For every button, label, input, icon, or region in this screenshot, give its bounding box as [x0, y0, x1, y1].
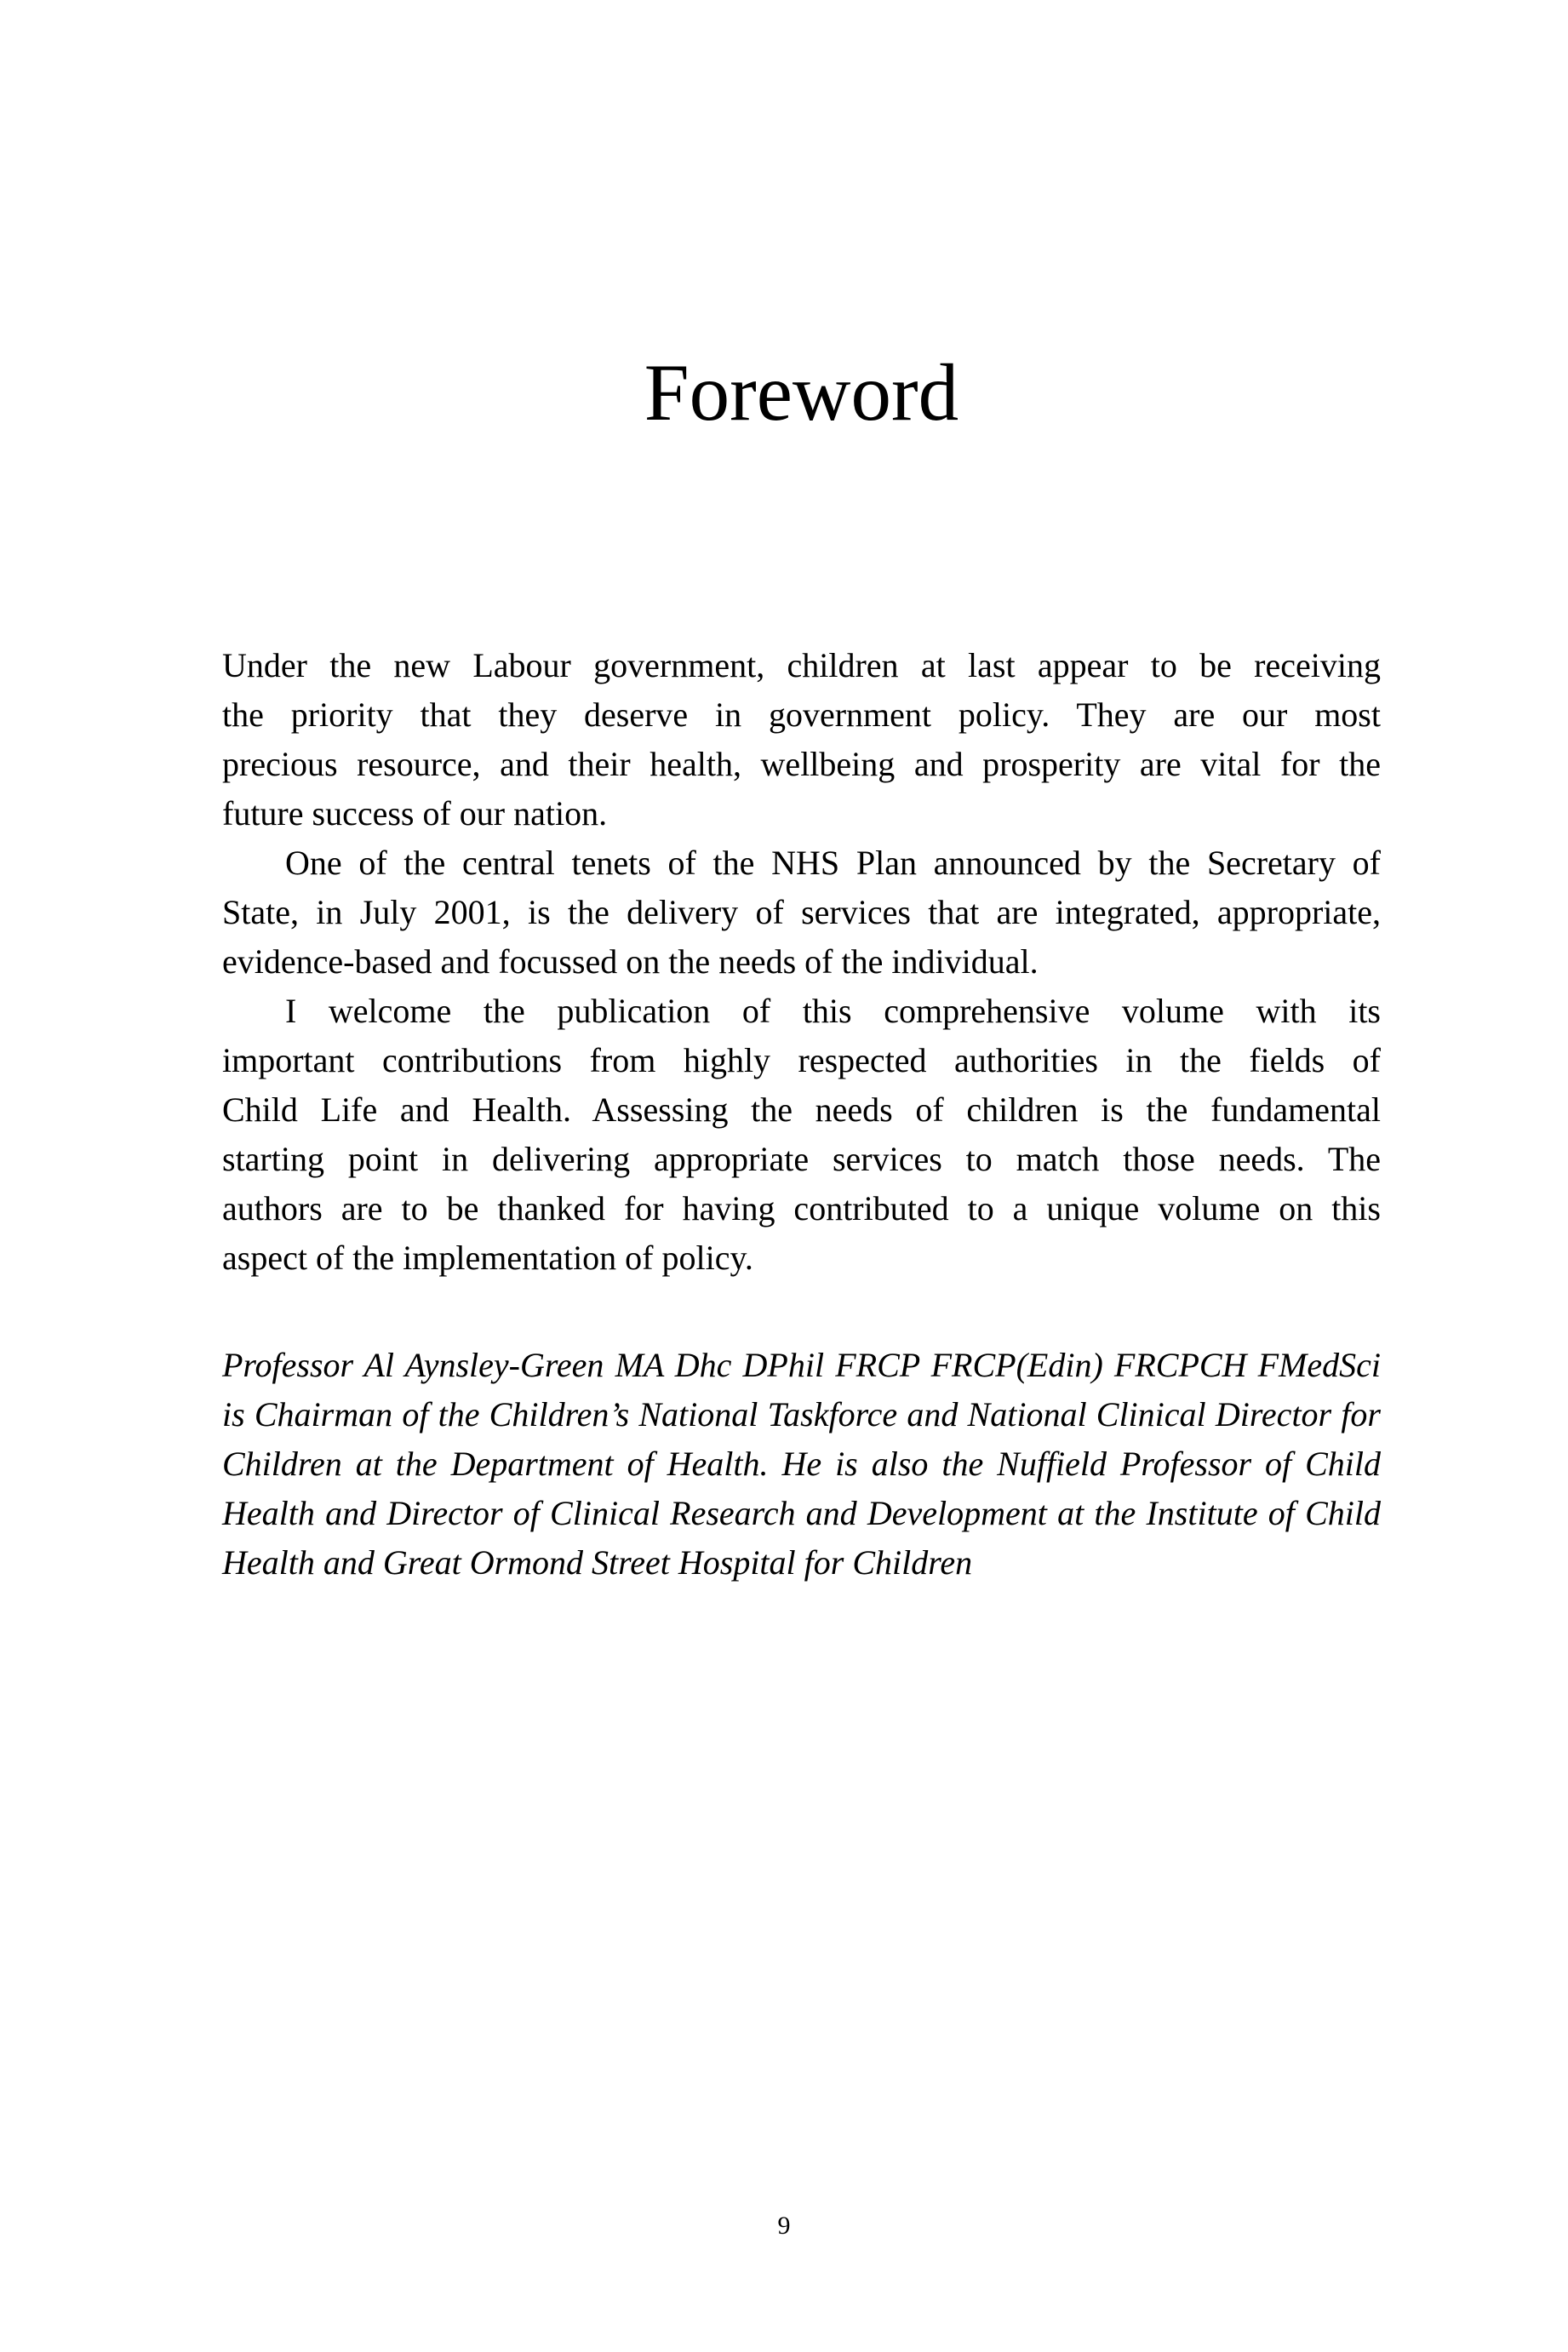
paragraph-3	[222, 987, 1381, 1283]
text-line: One of the central tenets of the NHS Plan announced by the Secretary of	[285, 844, 1381, 882]
page-title: Foreword	[644, 347, 959, 438]
paragraph-1	[222, 641, 1381, 838]
text-line: important contributions from highly respected authorities in the fields of	[222, 1041, 1381, 1079]
bio-line: Health and Great Ormond Street Hospital for Children	[222, 1543, 973, 1582]
text-line: authors are to be thanked for having contributed to a unique volume on this	[222, 1189, 1381, 1228]
text-line: evidence-based and focussed on the needs of the individual.	[222, 942, 1039, 981]
bio-line: is Chairman of the Children’s National Taskforce and National Clinical Director for	[222, 1395, 1381, 1434]
text-line: precious resource, and their health, wellbeing and prosperity are vital for the	[222, 745, 1381, 783]
text-line: starting point in delivering appropriate services to match those needs. The	[222, 1140, 1381, 1178]
text-line: the priority that they deserve in government policy. They are our most	[222, 695, 1381, 734]
text-line: Child Life and Health. Assessing the needs of children is the fundamental	[222, 1090, 1381, 1129]
page-number: 9	[777, 2212, 791, 2240]
text-line: I welcome the publication of this comprehensive volume with its	[285, 992, 1381, 1030]
foreword-body	[222, 641, 1381, 1283]
bio-line: Children at the Department of Health. He is also the Nuffield Professor of Child	[222, 1445, 1381, 1483]
text-line: State, in July 2001, is the delivery of services that are integrated, appropriate,	[222, 893, 1381, 931]
text-line: future success of our nation.	[222, 794, 608, 833]
bio-line: Professor Al Aynsley-Green MA Dhc DPhil FRCP FRCP(Edin) FRCPCH FMedSci	[222, 1346, 1381, 1384]
bio-line: Health and Director of Clinical Research and Development at the Institute of Child	[222, 1494, 1381, 1532]
paragraph-2	[222, 838, 1381, 987]
text-line: Under the new Labour government, children at last appear to be receiving	[222, 646, 1381, 684]
text-line: aspect of the implementation of policy.	[222, 1239, 753, 1277]
author-bio	[222, 1341, 1381, 1588]
